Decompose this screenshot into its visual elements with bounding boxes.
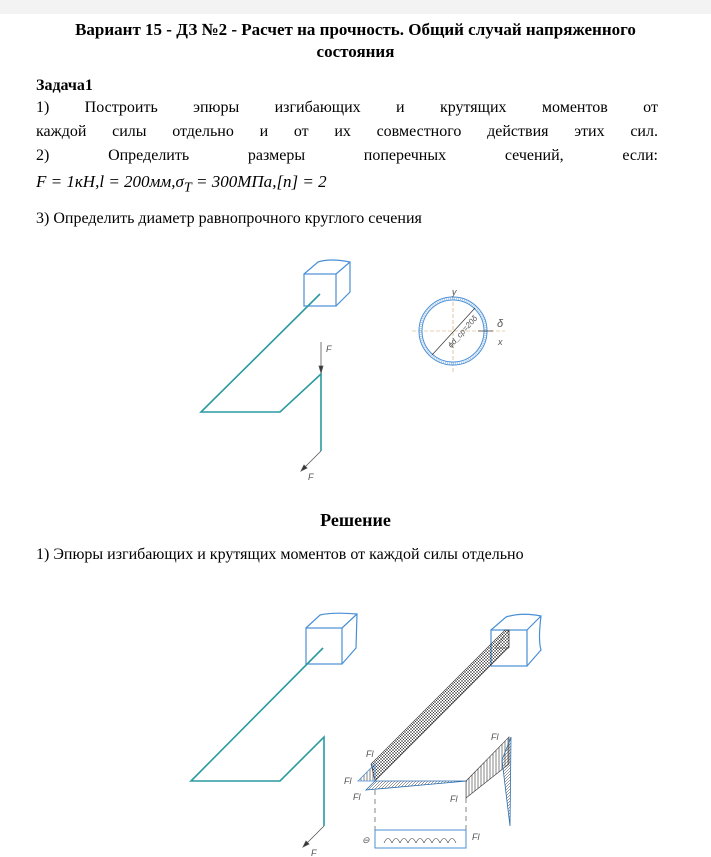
word: этих — [574, 123, 605, 140]
title-line-1: Вариант 15 - ДЗ №2 - Расчет на прочность. Общий случай напряженного — [75, 20, 636, 39]
word: сечений, — [504, 147, 564, 164]
word: сил. — [630, 123, 658, 140]
force-label-bottom: F — [308, 472, 314, 482]
moment-label: Fl — [344, 776, 352, 786]
force-label-top: F — [326, 344, 332, 354]
word: крутящих — [439, 99, 507, 116]
formula-n: [n] = 2 — [276, 172, 327, 191]
formula-l: l = 200мм — [99, 172, 172, 191]
word: если: — [622, 147, 658, 164]
word: действия — [487, 123, 549, 140]
word: 1) — [36, 99, 50, 116]
torque-sign: ⊖ — [362, 835, 370, 845]
word: каждой — [36, 123, 87, 140]
torque-diagram — [375, 830, 466, 848]
word: изгибающих — [274, 99, 361, 116]
word: Определить — [108, 147, 190, 164]
formula-sigma-value: = 300МПа — [191, 172, 273, 191]
force-arrow — [303, 826, 324, 847]
word: и — [259, 123, 269, 140]
word: 2) — [36, 147, 50, 164]
formula-F: F = 1кН — [36, 172, 96, 191]
word: от — [643, 99, 658, 116]
moment-triangle-horizontal — [366, 781, 467, 790]
force-label: F — [311, 848, 317, 857]
solution-item1: 1) Эпюры изгибающих и крутящих моментов от каждой силы отдельно — [36, 546, 524, 563]
item3-text: 3) Определить диаметр равнопрочного круглого сечения — [36, 210, 422, 227]
torque-hatch — [384, 839, 456, 844]
word: и — [396, 99, 405, 116]
given-formula: $F = 1кН,l = 200мм,\sigma_T = 300МПа,[n] = 2$ — [36, 172, 327, 196]
word: отдельно — [172, 123, 234, 140]
moment-triangle-left — [358, 764, 375, 781]
title-line-2: состояния — [316, 42, 395, 61]
word: моментов — [541, 99, 608, 116]
moment-label: Fl — [472, 832, 480, 842]
moment-label: Fl — [353, 792, 361, 802]
frame-beam-left — [191, 648, 324, 826]
word: поперечных — [363, 147, 447, 164]
moment-label: Fl — [491, 732, 499, 742]
word: совместного — [376, 123, 462, 140]
word: от — [293, 123, 309, 140]
section-axis-x: x — [498, 337, 503, 347]
moment-label: Fl — [450, 794, 458, 804]
formula-sigma: σ — [175, 172, 184, 191]
section-delta: δ — [497, 318, 504, 330]
solution-heading: Решение — [320, 510, 391, 530]
task-heading: Задача1 — [36, 77, 93, 94]
section-dimension: ϕd_ср=20δ — [445, 313, 480, 350]
section-axis-y: y — [452, 287, 457, 297]
word: эпюры — [193, 99, 240, 116]
formula-sigma-sub: T — [183, 179, 192, 196]
moment-label: Fl — [366, 749, 374, 759]
word: Построить — [84, 99, 158, 116]
word: их — [334, 123, 351, 140]
word: размеры — [247, 147, 306, 164]
word: силы — [112, 123, 147, 140]
